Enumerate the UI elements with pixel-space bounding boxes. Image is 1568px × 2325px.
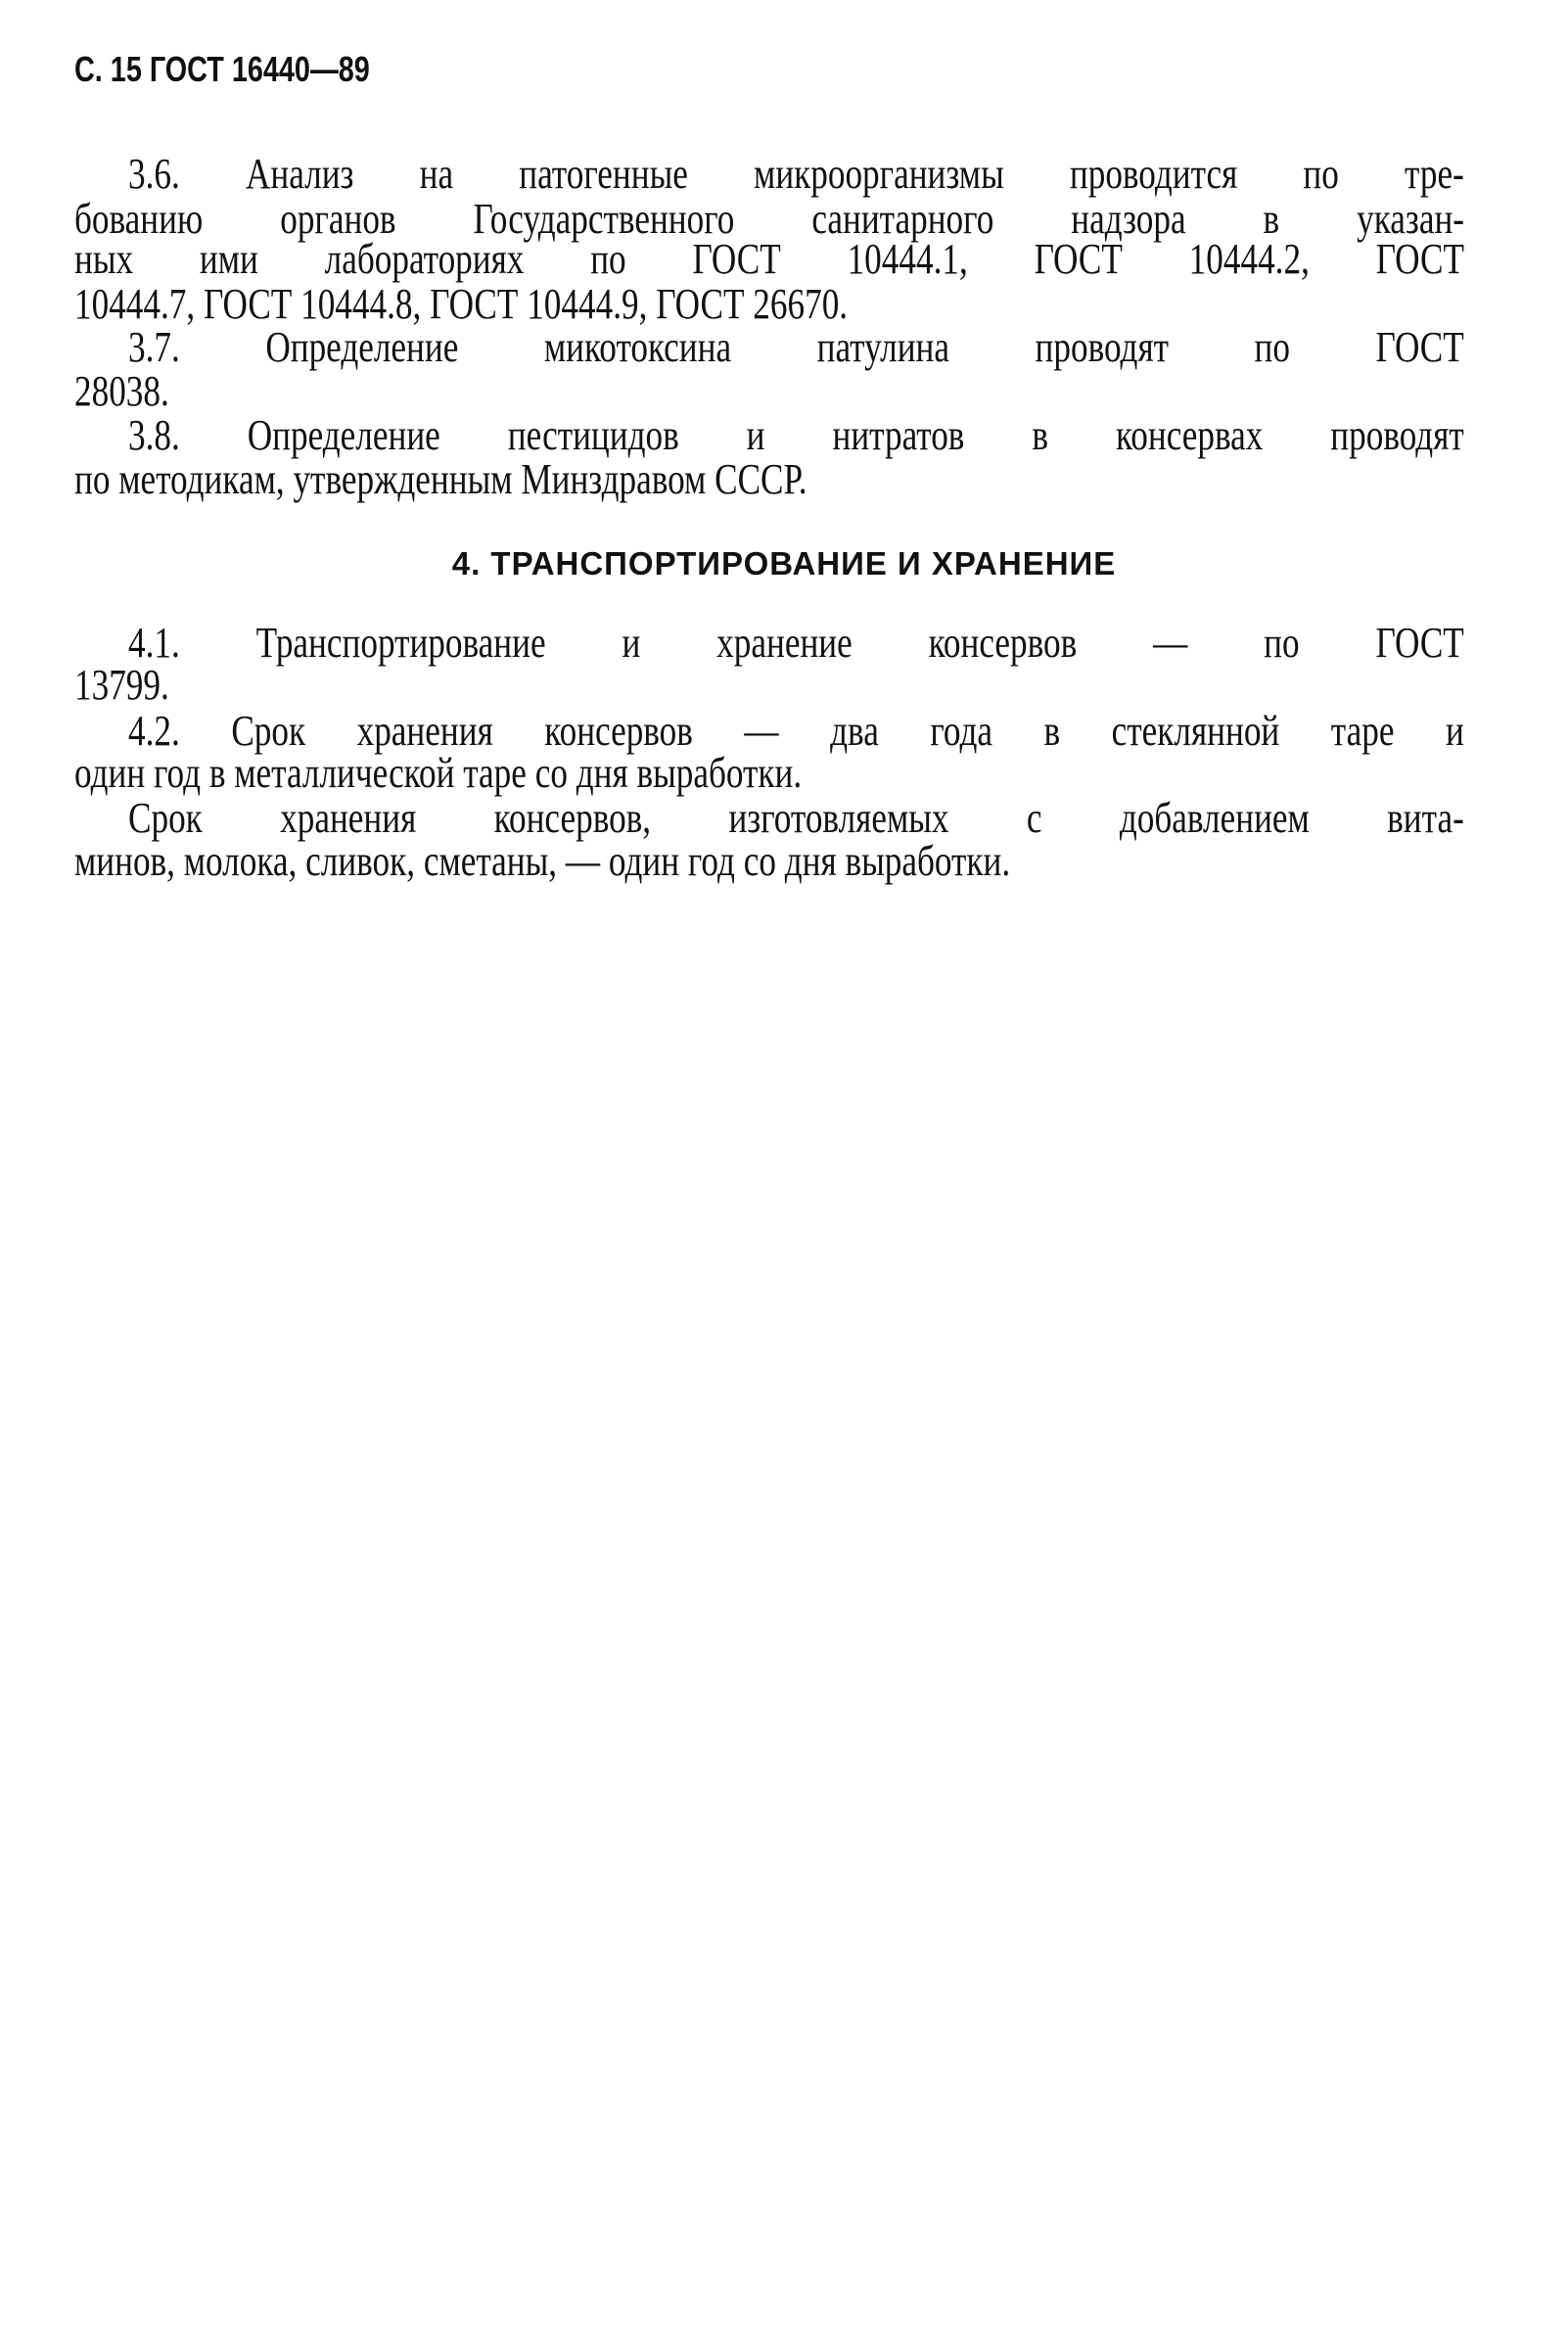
paragraph-4-1-line: 4.1. Транспортирование и хранение консервов — по ГОСТ [128, 620, 1464, 667]
page-header: С. 15 ГОСТ 16440—89 [74, 49, 370, 89]
paragraph-3-6-line: 3.6. Анализ на патогенные микроорганизмы проводится по тре- [128, 151, 1464, 198]
paragraph-3-7-line: 28038. [74, 367, 169, 415]
paragraph-3-6-line: ных ими лабораториях по ГОСТ 10444.1, ГОСТ 10444.2, ГОСТ [74, 236, 1464, 283]
paragraph-3-8-line: 3.8. Определение пестицидов и нитратов в консервах проводят [128, 412, 1464, 459]
paragraph-4-2b-line: Срок хранения консервов, изготовляемых с добавлением вита- [128, 795, 1464, 842]
paragraph-3-8-line: по методикам, утвержденным Минздравом СССР. [74, 455, 807, 503]
paragraph-4-2-line: один год в металлической таре со дня выработки. [74, 749, 803, 797]
paragraph-4-1-line: 13799. [74, 661, 169, 709]
paragraph-4-2-line: 4.2. Срок хранения консервов — два года в стеклянной таре и [128, 708, 1464, 755]
paragraph-4-2b-line: минов, молока, сливок, сметаны, — один год со дня выработки. [74, 837, 1011, 885]
paragraph-3-6-line: бованию органов Государственного санитарного надзора в указан- [74, 196, 1464, 243]
paragraph-3-6-line: 10444.7, ГОСТ 10444.8, ГОСТ 10444.9, ГОСТ 26670. [74, 280, 849, 328]
section-4-heading: 4. ТРАНСПОРТИРОВАНИЕ И ХРАНЕНИЕ [451, 545, 1117, 581]
paragraph-3-7-line: 3.7. Определение микотоксина патулина проводят по ГОСТ [128, 324, 1464, 371]
